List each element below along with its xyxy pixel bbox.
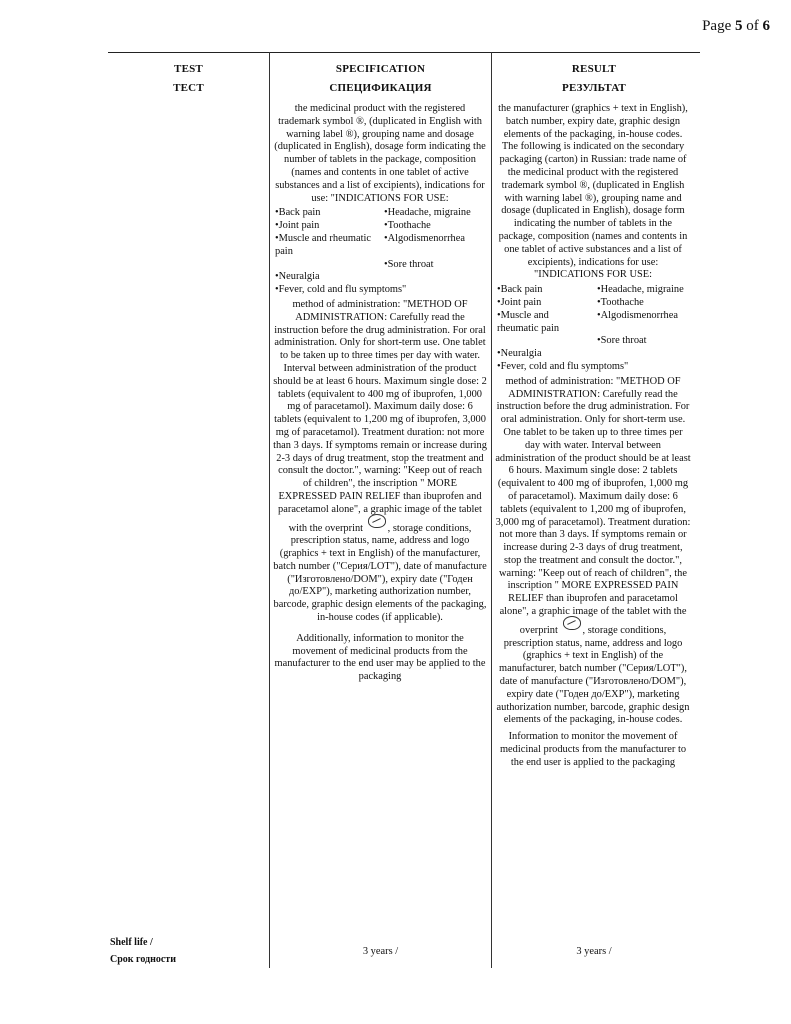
result-indication-item: • Headache, migraine [595,284,691,297]
spec-indication-item: • Fever, cold and flu symptoms" [273,284,487,297]
result-additional: Information to monitor the movement of medicinal products from the manufacturer to the end user is applied to the packaging [499,731,687,768]
result-indication-item: • Sore throat [595,335,691,348]
tablet-overprint-icon [368,514,386,528]
spec-body: method of administration: "METHOD OF ADMINISTRATION: Carefully read the instruction before the drug administration. For oral administration. Only for short-term use. One tablet to be taken up to three times per day with water. Interval between administration of the product should be at least 6 hours. Maximum single dose: 2 tablets (equivalent to 400 mg of ibuprofen, 1,000 mg of paracetamol). Maximum daily dose: 6 tablets (equivalent to 1,200 mg of ibuprofen, 3,000 mg of paracetamol). Treatment duration: not more than 3 days. If symptoms remain or increase during 2-3 days of drug treatment, stop the treatment and consult the doctor.", warning: "Keep out of reach of children", the inscription " MORE EXPRESSED PAIN RELIEF than ibuprofen and paracetamol alone", a graphic image of the tablet with the overprint , storage conditions, prescription status, name, address and logo (graphics + text in English) of the manufacturer, batch number ("Серия/LOT"), date of manufacture ("Изготовлено/DOM"), expiry date ("Годен до/EXP"), marketing authorization number, barcode, graphic design elements of the packaging, in-house codes (if applicable). [273,298,487,624]
header-result-en: RESULT [571,63,617,75]
spec-indication-item: • Neuralgia [273,271,487,284]
column-divider-2 [491,52,492,968]
header-result-ru: РЕЗУЛЬТАТ [562,82,626,94]
result-indication-item: • Toothache [595,297,691,310]
result-indication-item: • Algodismenorrhea [595,310,691,336]
result-indication-item: • Neuralgia [495,348,691,361]
result-indication-item: • Back pain [495,284,591,297]
result-indication-item: • Joint pain [495,297,591,310]
tablet-overprint-icon [563,616,581,630]
shelf-life-label-ru: Срок годности [110,954,176,965]
shelf-life-result-value: 3 years / [576,946,612,957]
shelf-life-label-en: Shelf life / [110,937,153,948]
result-indications-list [495,284,691,374]
result-indication-item: • Fever, cold and flu symptoms" [495,361,691,374]
result-indication-item: • Muscle and rheumatic pain [495,310,591,336]
spec-indications-list [273,207,487,297]
spec-indication-item: • Sore throat [382,259,487,272]
header-spec-en: SPECIFICATION [335,63,426,75]
spec-indication-item: • Back pain [273,207,378,220]
header-spec-ru: СПЕЦИФИКАЦИЯ [329,82,432,94]
spec-indication-item: • Joint pain [273,220,378,233]
top-rule [108,52,700,53]
header-test-ru: ТЕСТ [173,82,204,94]
specification-cell [273,103,487,684]
header-test-en: TEST [174,63,203,75]
spec-indication-item: • Muscle and rheumatic pain [273,233,378,259]
spec-intro: the medicinal product with the registered trademark symbol ®, (duplicated in English with warning label ®), grouping name and dosage (duplicated in English), dosage form indicating the number of tablets in the package, composition (names and contents in one tablet of active substances and a list of excipients), indications for use: "INDICATIONS FOR USE: [274,103,486,204]
shelf-life-spec-value: 3 years / [362,946,399,957]
spec-indication-item: • Headache, migraine [382,207,487,220]
result-cell [495,103,691,770]
column-divider-1 [269,52,270,968]
spec-indication-item: • Toothache [382,220,487,233]
result-intro: the manufacturer (graphics + text in English), batch number, expiry date, graphic design elements of the packaging, in-house codes. The following is indicated on the secondary packaging (carton) in Russian: trade name of the medicinal product with the registered trademark symbol ®, (duplicated in English with warning label ®), grouping name and dosage (duplicated in English), dosage form indicating the number of tablets in the package, composition (names and contents in one tablet of active substances and a list of excipients), indications for use: "INDICATIONS FOR USE: [498,103,688,281]
result-body: method of administration: "METHOD OF ADMINISTRATION: Carefully read the instruction before the drug administration. For oral administration. Only for short-term use. One tablet to be taken up to three times per day with water. Interval between administration of the product should be at least 6 hours. Maximum single dose: 2 tablets (equivalent to 400 mg of ibuprofen, 1,000 mg of paracetamol). Maximum daily dose: 6 tablets (equivalent to 1,200 mg of ibuprofen, 3,000 mg of paracetamol). Treatment duration: not more than 3 days. If symptoms remain or increase during 2-3 days of drug treatment, stop the treatment and consult the doctor.", warning: "Keep out of reach of children", the inscription " MORE EXPRESSED PAIN RELIEF than ibuprofen and paracetamol alone", a graphic image of the tablet with the overprint , storage conditions, prescription status, name, address and logo (graphics + text in English) of the manufacturer, batch number ("Серия/LOT"), date of manufacture ("Изготовлено/DOM"), expiry date ("Годен до/EXP"), marketing authorization number, barcode, graphic design elements of the packaging, in-house codes. [495,375,691,726]
page-number: Page 5 of 6 [702,18,770,34]
spec-indication-item: • Algodismenorrhea [382,233,487,259]
spec-additional: Additionally, information to monitor the movement of medicinal products from the manufacturer to the end user may be applied to the packaging [274,632,486,683]
